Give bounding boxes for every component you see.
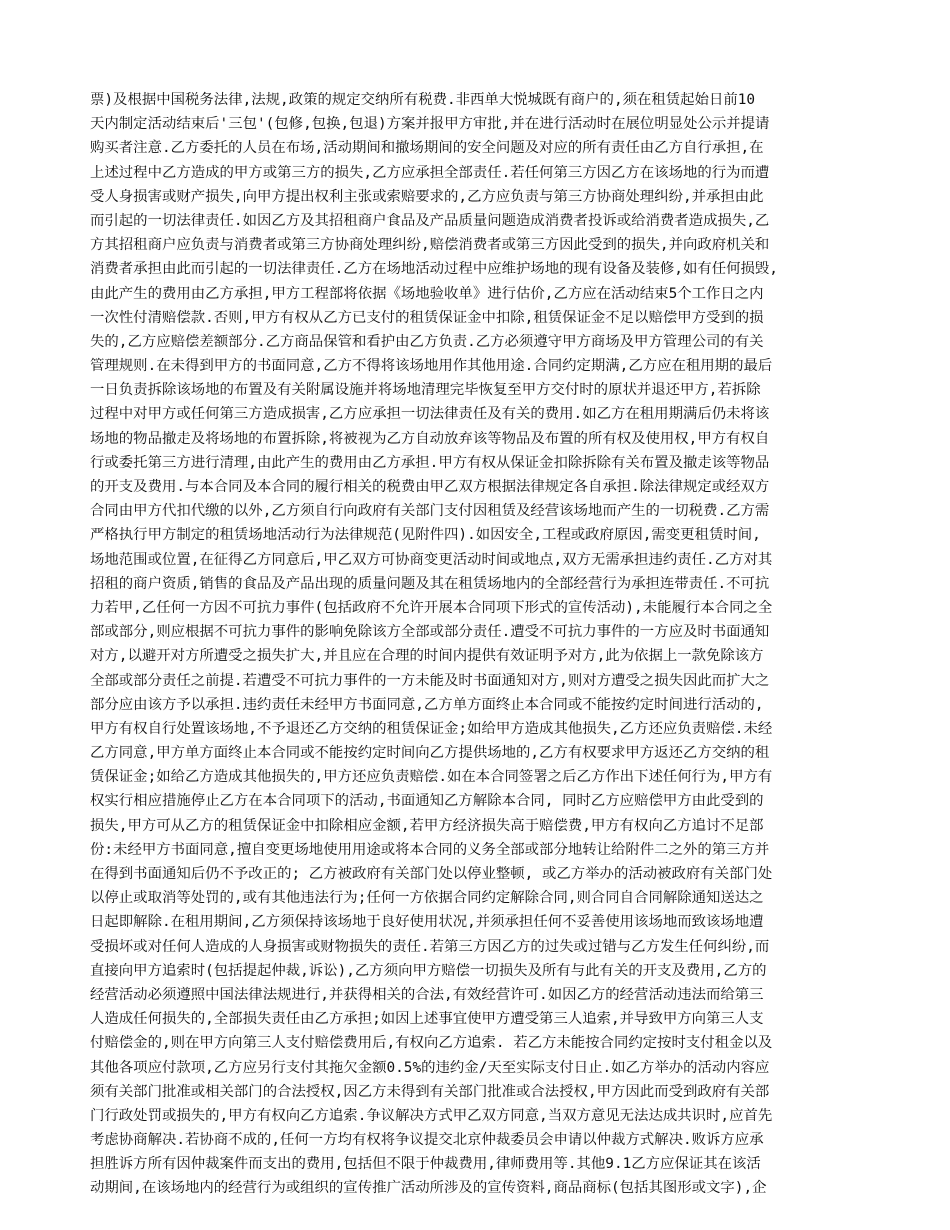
text-line: 过程中对甲方或任何第三方造成损害,乙方应承担一切法律责任及有关的费用.如乙方在租用期满后仍未将该 [90, 406, 770, 423]
text-line: 甲方有权自行处置该场地,不予退还乙方交纳的租赁保证金;如给甲方造成其他损失,乙方还应负责赔偿.未经 [90, 720, 773, 737]
text-line: 的开支及费用.与本合同及本合同的履行相关的税费由甲乙双方根据法律规定各自承担.除法律规定或经双方 [90, 479, 770, 495]
text-line: 对方,以避开对方所遭受之损失扩大,并且应在合理的时间内提供有效证明予对方,此为依据上一款免除该方 [90, 648, 764, 665]
text-line: 上述过程中乙方造成的甲方或第三方的损失,乙方应承担全部责任.若任何第三方因乙方在该场地的行为而遭 [90, 164, 770, 181]
text-line: 合同由甲方代扣代缴的以外,乙方须自行向政府有关部门支付因租赁及经营该场地而产生的一切税费.乙方需 [90, 503, 770, 520]
text-line: 日起即解除.在租用期间,乙方须保持该场地于良好使用状况,并须承担任何不妥善使用该场地而致该场地遭 [90, 914, 764, 931]
text-line: 严格执行甲方制定的租赁场地活动行为法律规范(见附件四).如因安全,工程或政府原因,需变更租赁时间, [90, 527, 761, 544]
text-line: 力若甲,乙任何一方因不可抗力事件(包括政府不允许开展本合同项下形式的宣传活动),未能履行本合同之全 [90, 599, 773, 616]
text-line: 门行政处罚或损失的,甲方有权向乙方追索.争议解决方式甲乙双方同意,当双方意见无法达成共识时,应首先 [90, 1107, 773, 1124]
text-line: 行或委托第三方进行清理,由此产生的费用由乙方承担.甲方有权从保证金扣除拆除有关布置及撤走该等物品 [90, 454, 770, 471]
text-line: 动期间,在该场地内的经营行为或组织的宣传推广活动所涉及的宣传资料,商品商标(包括其图形或文字),企 [90, 1180, 767, 1197]
text-line: 考虑协商解决.若协商不成的,任何一方均有权将争议提交北京仲裁委员会申请以仲裁方式解决.败诉方应承 [90, 1132, 764, 1149]
text-line: 以停止或取消等处罚的,或有其他违法行为;任何一方依据合同约定解除合同,则合同自合同解除通知送达之 [90, 890, 764, 907]
contract-body-text [90, 88, 862, 1201]
text-line: 购买者注意.乙方委托的人员在布场,活动期间和撤场期间的安全问题及对应的所有责任由乙方自行承担,在 [90, 140, 764, 157]
text-line: 经营活动必须遵照中国法律法规进行,并获得相关的合法,有效经营许可.如因乙方的经营活动违法而给第三 [90, 986, 764, 1003]
text-line: 须有关部门批准或相关部门的合法授权,因乙方未得到有关部门批准或合法授权,甲方因此而受到政府有关部 [90, 1083, 770, 1100]
text-line: 付赔偿金的,则在甲方向第三人支付赔偿费用后,有权向乙方追索. 若乙方未能按合同约定按时支付租金以及 [90, 1035, 773, 1052]
text-line: 赁保证金;如给乙方造成其他损失的,甲方还应负责赔偿.如在本合同签署之后乙方作出下述任何行为,甲方有 [90, 769, 773, 786]
text-line: 直接向甲方追索时(包括提起仲裁,诉讼),乙方须向甲方赔偿一切损失及所有与此有关的开支及费用,乙方的 [90, 962, 767, 979]
text-line: 消费者承担由此而引起的一切法律责任.乙方在场地活动过程中应维护场地的现有设备及装修,如有任何损毁, [90, 261, 778, 278]
text-line: 而引起的一切法律责任.如因乙方及其招租商户食品及产品质量问题造成消费者投诉或给消费者造成损失,乙 [90, 212, 770, 229]
text-line: 其他各项应付款项,乙方应另行支付其拖欠金额0.5%的违约金/天至实际支付日止.如乙方举办的活动内容应 [90, 1059, 770, 1076]
text-line: 管理规则.在未得到甲方的书面同意,乙方不得将该场地用作其他用途.合同约定期满,乙方应在租用期的最后 [90, 358, 773, 375]
text-line: 在得到书面通知后仍不予改正的; 乙方被政府有关部门处以停业整顿, 或乙方举办的活动被政府有关部门处 [90, 866, 773, 882]
text-line: 方其招租商户应负责与消费者或第三方协商处理纠纷,赔偿消费者或第三方因此受到的损失,并向政府机关和 [90, 237, 770, 254]
text-line: 招租的商户资质,销售的食品及产品出现的质量问题及其在租赁场地内的全部经营行为承担连带责任.不可抗 [90, 575, 770, 592]
text-line: 天内制定活动结束后'三包'(包修,包换,包退)方案并报甲方审批,并在进行活动时在展位明显处公示并提请 [90, 116, 770, 133]
text-line: 场地的物品撤走及将场地的布置拆除,将被视为乙方自动放弃该等物品及布置的所有权及使用权,甲方有权自 [90, 430, 770, 447]
text-line: 乙方同意,甲方单方面终止本合同或不能按约定时间向乙方提供场地的,乙方有权要求甲方返还乙方交纳的租 [90, 745, 770, 762]
text-line: 损失,甲方可从乙方的租赁保证金中扣除相应金额,若甲方经济损失高于赔偿费,甲方有权向乙方追讨不足部 [90, 817, 764, 834]
text-line: 受人身损害或财产损失,向甲方提出权利主张或索赔要求的,乙方应负责与第三方协商处理纠纷,并承担由此 [90, 188, 764, 205]
text-line: 一次性付清赔偿款.否则,甲方有权从乙方已支付的租赁保证金中扣除,租赁保证金不足以赔偿甲方受到的损 [90, 309, 764, 326]
text-line: 份:未经甲方书面同意,擅自变更场地使用用途或将本合同的义务全部或部分地转让给附件二之外的第三方并 [90, 841, 770, 858]
text-line: 部或部分,则应根据不可抗力事件的影响免除该方全部或部分责任.遭受不可抗力事件的一方应及时书面通知 [90, 624, 770, 641]
text-line: 由此产生的费用由乙方承担,甲方工程部将依据《场地验收单》进行估价,乙方应在活动结束5个工作日之内 [90, 285, 764, 302]
text-line: 失的,乙方应赔偿差额部分.乙方商品保管和看护由乙方负责.乙方必须遵守甲方商场及甲方管理公司的有关 [90, 333, 764, 350]
text-line: 部分应由该方予以承担.违约责任未经甲方书面同意,乙方单方面终止本合同或不能按约定时间进行活动的, [90, 696, 764, 713]
text-line: 场地范围或位置,在征得乙方同意后,甲乙双方可协商变更活动时间或地点,双方无需承担违约责任.乙方对其 [90, 551, 773, 568]
text-line: 人造成任何损失的,全部损失责任由乙方承担;如因上述事宜使甲方遭受第三人追索,并导致甲方向第三人支 [90, 1011, 764, 1028]
text-line: 一日负责拆除该场地的布置及有关附属设施并将场地清理完毕恢复至甲方交付时的原状并退还甲方,若拆除 [90, 382, 761, 399]
text-line: 全部或部分责任之前提.若遭受不可抗力事件的一方未能及时书面通知对方,则对方遭受之损失因此而扩大之 [90, 672, 770, 689]
text-line: 权实行相应措施停止乙方在本合同项下的活动,书面通知乙方解除本合同, 同时乙方应赔偿甲方由此受到的 [90, 793, 764, 810]
text-line: 受损坏或对任何人造成的人身损害或财物损失的责任.若第三方因乙方的过失或过错与乙方发生任何纠纷,而 [90, 938, 770, 955]
text-line: 票)及根据中国税务法律,法规,政策的规定交纳所有税费.非西单大悦城既有商户的,须在租赁起始日前10 [90, 92, 756, 108]
text-line: 担胜诉方所有因仲裁案件而支出的费用,包括但不限于仲裁费用,律师费用等.其他9.1乙方应保证其在该活 [90, 1156, 761, 1173]
